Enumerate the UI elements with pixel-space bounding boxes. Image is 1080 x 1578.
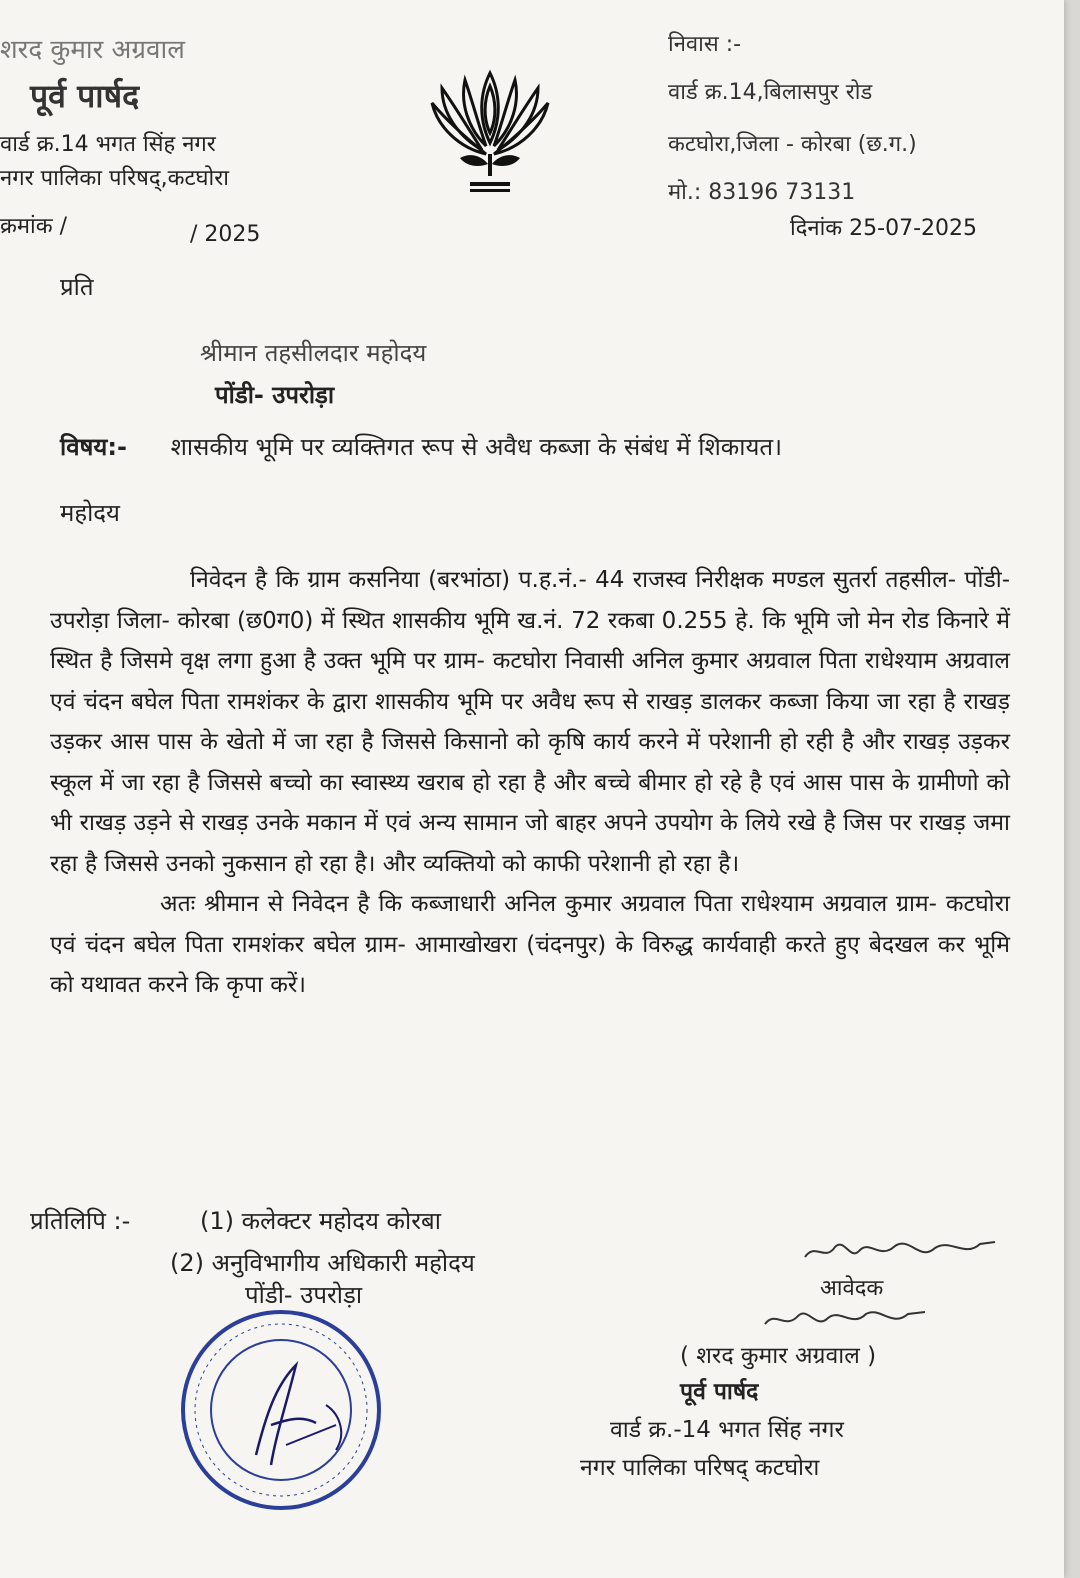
subject-line: [60, 430, 782, 463]
sender-title: पूर्व पार्षद: [680, 1379, 759, 1405]
to-label: प्रति: [60, 273, 94, 301]
sender-ward: वार्ड क्र.-14 भगत सिंह नगर: [610, 1417, 844, 1443]
sender-council: नगर पालिका परिषद् कटघोरा: [580, 1455, 820, 1481]
residence-label: निवास :-: [668, 32, 742, 57]
body-paragraph-1: निवेदन है कि ग्राम कसनिया (बरभांठा) प.ह.नं.- 44 राजस्व निरीक्षक मण्डल सुतर्रा तहसील- पोंडी- उपरोड़ा जिला- कोरबा (छ0ग0) में स्थित शासकीय भूमि ख.नं. 72 रकबा 0.255 हे. कि भूमि जो मेन रोड किनारे में स्थित है जिसमे वृक्ष लगा हुआ है उक्त भूमि पर ग्राम- कटघोरा निवासी अनिल कुमार अग्रवाल पिता राधेश्याम अग्रवाल एवं चंदन बघेल पिता रामशंकर के द्वारा शासकीय भूमि पर अवैध रूप से राखड़ डालकर कब्जा किया जा रहा है राखड़ उड़कर आस पास के खेतो में जा रहा है जिससे किसानो को कृषि कार्य करने में परेशानी हो रही है और राखड़ उड़कर स्कूल में जा रहा है जिससे बच्चो का स्वास्थ्य खराब हो रहा है और बच्चे बीमार हो रहे है एवं आस पास के ग्रामीणो को भी राखड़ उड़ने से राखड़ उनके मकान में एवं अन्य सामान जो बाहर अपने उपयोग के लिये रखे है जिस पर राखड़ जमा रहा है जिससे उनको नुकसान हो रहा है। और व्यक्तियो को काफी परेशानी हो रहा है।: [50, 567, 1010, 877]
lotus-logo-icon: [420, 58, 560, 198]
office-stamp-icon: [176, 1305, 386, 1515]
letter-date: दिनांक 25-07-2025: [790, 216, 978, 241]
sender-name-heading: शरद कुमार अग्रवाल: [0, 35, 185, 65]
letter-body: [50, 560, 1010, 1006]
salutation: महोदय: [60, 499, 120, 527]
reference-number: क्रमांक /: [0, 214, 68, 239]
copy-to-item-1: (1) कलेक्टर महोदय कोरबा: [200, 1207, 441, 1235]
copy-to-item-2: (2) अनुविभागीय अधिकारी महोदय: [170, 1249, 475, 1277]
body-paragraph-2: अतः श्रीमान से निवेदन है कि कब्जाधारी अनिल कुमार अग्रवाल पिता राधेश्याम अग्रवाल ग्राम- कटघोरा एवं चंदन बघेल पिता रामशंकर बघेल ग्राम- आमाखोखरा (चंदनपुर) के विरुद्ध कार्यवाही करते हुए बेदखल कर भूमि को यथावत करने कि कृपा करें।: [50, 891, 1010, 998]
sender-full-name: ( शरद कुमार अग्रवाल ): [680, 1343, 877, 1369]
sender-ward-heading: वार्ड क्र.14 भगत सिंह नगर: [0, 132, 216, 157]
mobile-number: मो.: 83196 73131: [668, 180, 856, 205]
residence-address-line2: कटघोरा,जिला - कोरबा (छ.ग.): [668, 132, 917, 157]
reference-year: / 2025: [190, 222, 261, 247]
subject-label: विषय:-: [60, 433, 127, 461]
recipient-line2: पोंडी- उपरोड़ा: [215, 381, 335, 409]
sender-title-heading: पूर्व पार्षद: [30, 77, 140, 115]
residence-address-line1: वार्ड क्र.14,बिलासपुर रोड: [668, 80, 873, 105]
applicant-signature-2: [760, 1302, 930, 1338]
sender-council-heading: नगर पालिका परिषद्,कटघोरा: [0, 166, 229, 191]
subject-text: शासकीय भूमि पर व्यक्तिगत रूप से अवैध कब्जा के संबंध में शिकायत।: [170, 433, 783, 461]
recipient-line1: श्रीमान तहसीलदार महोदय: [200, 339, 427, 367]
applicant-label: आवेदक: [820, 1276, 884, 1301]
copy-to-label: प्रतिलिपि :-: [30, 1207, 131, 1235]
applicant-signature: [800, 1232, 1000, 1272]
copy-to-item-2-place: पोंडी- उपरोड़ा: [245, 1281, 363, 1309]
